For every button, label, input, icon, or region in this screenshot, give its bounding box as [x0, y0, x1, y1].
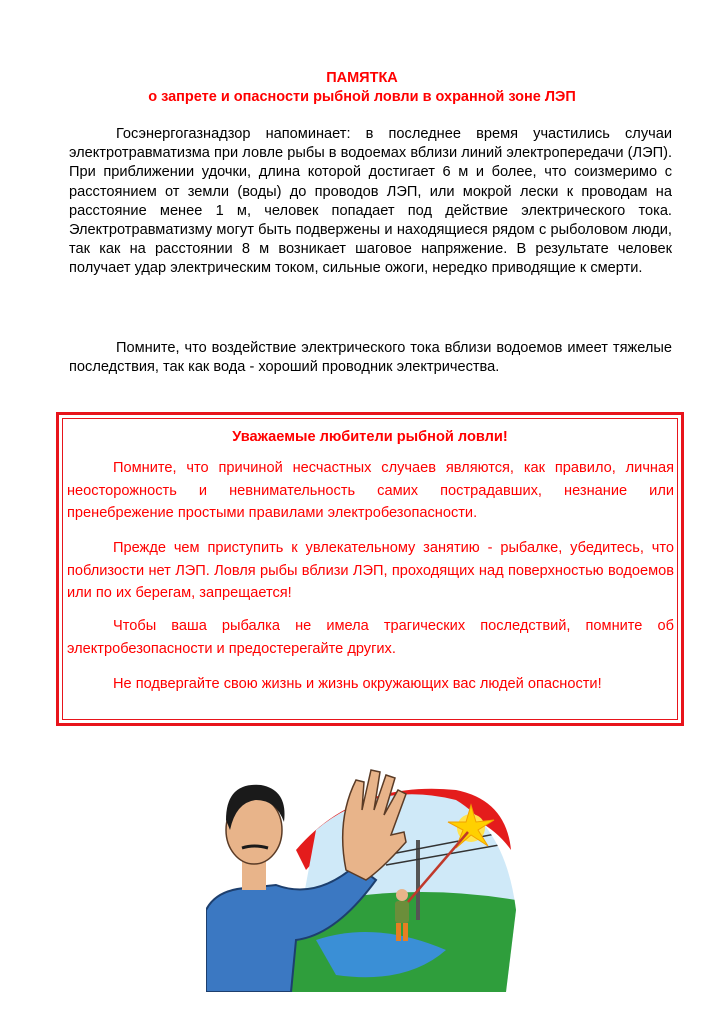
- notice-paragraph: Не подвергайте свою жизнь и жизнь окружающих вас людей опасности!: [113, 676, 602, 692]
- reminder-paragraph: Помните, что воздействие электрического тока вблизи водоемов имеет тяжелые последствия, так как вода - хороший проводник электричества.: [69, 340, 672, 376]
- warning-stop-hand-illustration: [206, 760, 516, 992]
- document-subtitle: о запрете и опасности рыбной ловли в охранной зоне ЛЭП: [148, 89, 576, 105]
- warning-notice-box: [56, 412, 684, 726]
- intro-paragraph: Госэнергогазнадзор напоминает: в последнее время участились случаи электротравматизма при ловле рыбы в водоемах вблизи линий электропередачи (ЛЭП). При приближении удочки, длина которой достигает 6 м и более, что соизмеримо с расстоянием от земли (воды) до проводов ЛЭП, или мокрой лески к проводам на расстояние менее 1 м, человек попадает под действие электрического тока. Электротравматизму могут быть подвержены и находящиеся рядом с рыболовом люди, так как на расстоянии 8 м возникает шаговое напряжение. В результате человек получает удар электрическим током, сильные ожоги, нередко приводящие к смерти.: [69, 126, 672, 277]
- notice-paragraph: Прежде чем приступить к увлекательному занятию - рыбалке, убедитесь, что поблизости нет ЛЭП. Ловля рыбы вблизи ЛЭП, проходящих над поверхностью водоемов или по их берегам, запрещается!: [67, 540, 674, 601]
- document-title: ПАМЯТКА: [326, 70, 398, 86]
- document-header: [0, 69, 724, 107]
- notice-heading: Уважаемые любители рыбной ловли!: [232, 429, 508, 445]
- notice-paragraph: Помните, что причиной несчастных случаев являются, как правило, личная неосторожность и невнимательность самих пострадавших, незнание или пренебрежение простыми правилами электробезопасности.: [67, 460, 674, 521]
- notice-paragraph: Чтобы ваша рыбалка не имела трагических последствий, помните об электробезопасности и предостерегайте других.: [67, 618, 674, 657]
